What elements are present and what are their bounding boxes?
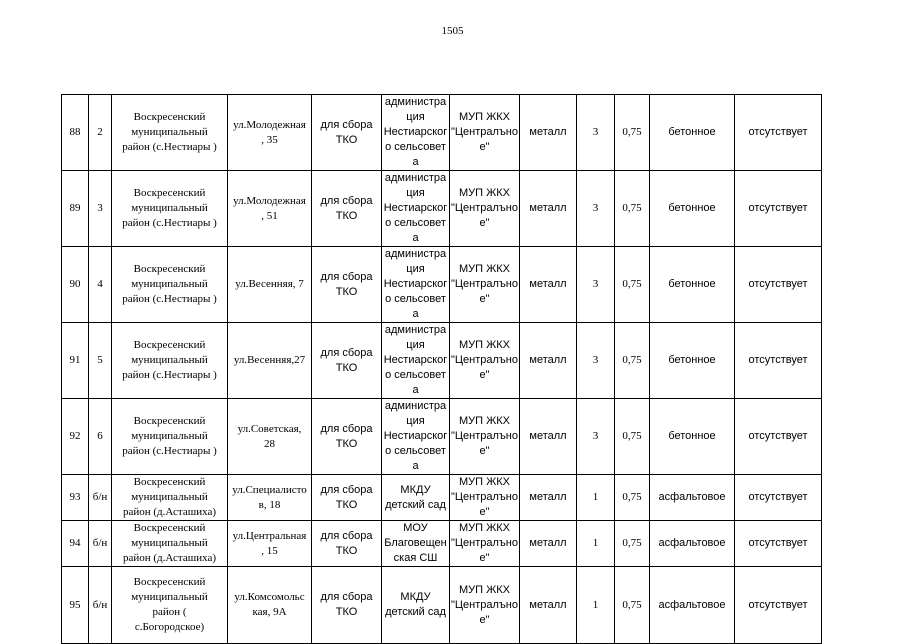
address-cell-text: ул.Советская, 28 — [237, 422, 302, 450]
district-cell — [112, 323, 228, 399]
fence-cell-text: отсутствует — [748, 354, 808, 366]
fence-cell-text: отсутствует — [748, 537, 808, 549]
container-count-cell — [577, 323, 615, 399]
district-cell-text: Воскресенский муниципальный район (с.Нестиары ) — [122, 263, 217, 305]
container-volume-cell — [615, 475, 650, 521]
address-cell-text: ул.Молодежная , 51 — [233, 194, 306, 222]
operator-cell-text: МУП ЖКХ "Централъно е" — [451, 522, 518, 564]
container-count-cell-text: 1 — [592, 537, 599, 549]
material-cell-text: металл — [529, 354, 567, 366]
row-number — [62, 567, 89, 644]
operator-cell — [450, 521, 520, 567]
container-volume-cell — [615, 521, 650, 567]
owner-cell — [382, 95, 450, 171]
row-number-text: 95 — [69, 598, 81, 611]
table-row — [62, 247, 822, 323]
material-cell-text: металл — [529, 126, 567, 138]
purpose-cell — [312, 171, 382, 247]
container-count-cell-text: 3 — [592, 126, 599, 138]
purpose-cell — [312, 247, 382, 323]
container-volume-cell — [615, 95, 650, 171]
district-cell-text: Воскресенский муниципальный район (д.Асташиха) — [122, 522, 217, 564]
row-number-text: 91 — [69, 354, 81, 366]
site-number — [89, 475, 112, 521]
row-number — [62, 247, 89, 323]
owner-cell-text: МОУ Благовещен ская СШ — [384, 522, 447, 564]
surface-cell-text: бетонное — [668, 126, 716, 138]
row-number-text: 93 — [69, 491, 81, 503]
owner-cell-text: администра ция Нестиарског о сельсовета — [383, 172, 448, 244]
container-volume-cell-text: 0,75 — [622, 537, 642, 549]
purpose-cell-text: для сбора ТКО — [320, 194, 373, 222]
container-count-cell — [577, 567, 615, 644]
district-cell-text: Воскресенский муниципальный район (с.Нестиары ) — [122, 339, 217, 381]
row-number — [62, 171, 89, 247]
container-count-cell-text: 3 — [592, 430, 599, 442]
fence-cell-text: отсутствует — [748, 598, 808, 611]
container-count-cell — [577, 171, 615, 247]
surface-cell — [650, 247, 735, 323]
owner-cell-text: администра ция Нестиарског о сельсовета — [383, 400, 448, 472]
fence-cell — [735, 399, 822, 475]
purpose-cell-text: для сбора ТКО — [320, 422, 373, 450]
operator-cell-text: МУП ЖКХ "Централъно е" — [451, 263, 518, 305]
container-volume-cell-text: 0,75 — [622, 278, 642, 290]
material-cell-text: металл — [529, 202, 567, 214]
address-cell — [228, 521, 312, 567]
district-cell-text: Воскресенский муниципальный район (с.Нестиары ) — [122, 111, 217, 153]
row-number-text: 92 — [69, 430, 81, 442]
container-count-cell — [577, 247, 615, 323]
purpose-cell-text: для сбора ТКО — [320, 529, 373, 557]
container-volume-cell-text: 0,75 — [622, 354, 642, 366]
owner-cell — [382, 171, 450, 247]
site-number — [89, 95, 112, 171]
table-row — [62, 521, 822, 567]
container-count-cell — [577, 399, 615, 475]
owner-cell-text: администра ция Нестиарског о сельсовета — [383, 324, 448, 396]
fence-cell-text: отсутствует — [748, 202, 808, 214]
site-number-text: 4 — [97, 278, 103, 290]
row-number — [62, 323, 89, 399]
row-number — [62, 95, 89, 171]
site-number — [89, 323, 112, 399]
surface-cell — [650, 95, 735, 171]
operator-cell-text: МУП ЖКХ "Централъно е" — [451, 583, 518, 626]
material-cell — [520, 475, 577, 521]
address-cell — [228, 323, 312, 399]
material-cell — [520, 567, 577, 644]
district-cell — [112, 475, 228, 521]
row-number — [62, 475, 89, 521]
container-count-cell — [577, 475, 615, 521]
owner-cell-text: администра ция Нестиарског о сельсовета — [383, 248, 448, 320]
operator-cell — [450, 95, 520, 171]
owner-cell-text: МКДУ детский сад — [385, 591, 446, 618]
table-row — [62, 171, 822, 247]
surface-cell — [650, 521, 735, 567]
address-cell-text: ул.Специалисто в, 18 — [232, 483, 307, 511]
surface-cell-text: бетонное — [668, 202, 716, 214]
district-cell-text: Воскресенский муниципальный район (с.Нестиары ) — [122, 187, 217, 229]
address-cell-text: ул.Молодежная , 35 — [233, 118, 306, 146]
operator-cell-text: МУП ЖКХ "Централъно е" — [451, 476, 518, 518]
address-cell-text: ул.Центральная , 15 — [232, 529, 307, 557]
fence-cell — [735, 247, 822, 323]
site-number-text: 2 — [97, 126, 103, 138]
surface-cell — [650, 399, 735, 475]
material-cell-text: металл — [529, 537, 567, 549]
table-row — [62, 399, 822, 475]
site-number-text: б/н — [92, 537, 108, 549]
row-number-text: 90 — [69, 278, 81, 290]
material-cell — [520, 171, 577, 247]
purpose-cell — [312, 521, 382, 567]
fence-cell-text: отсутствует — [748, 126, 808, 138]
site-number-text: б/н — [92, 598, 108, 611]
address-cell-text: ул.Весенняя, 7 — [235, 278, 304, 290]
purpose-cell — [312, 475, 382, 521]
table-row — [62, 95, 822, 171]
owner-cell — [382, 247, 450, 323]
material-cell — [520, 323, 577, 399]
address-cell — [228, 567, 312, 644]
purpose-cell-text: для сбора ТКО — [320, 483, 373, 511]
fence-cell-text: отсутствует — [748, 430, 808, 442]
surface-cell-text: асфальтовое — [658, 537, 726, 549]
row-number-text: 94 — [69, 537, 81, 549]
container-count-cell-text: 3 — [592, 354, 599, 366]
container-volume-cell-text: 0,75 — [622, 126, 642, 138]
material-cell-text: металл — [529, 430, 567, 442]
district-cell — [112, 399, 228, 475]
address-cell-text: ул.Комсомольс кая, 9А — [234, 591, 305, 618]
container-count-cell-text: 3 — [592, 278, 599, 290]
address-cell — [228, 475, 312, 521]
container-volume-cell-text: 0,75 — [622, 430, 642, 442]
container-count-cell — [577, 95, 615, 171]
district-cell — [112, 567, 228, 644]
surface-cell-text: бетонное — [668, 430, 716, 442]
purpose-cell-text: для сбора ТКО — [320, 118, 373, 146]
site-number — [89, 171, 112, 247]
operator-cell — [450, 323, 520, 399]
container-volume-cell — [615, 399, 650, 475]
site-number-text: 6 — [97, 430, 103, 442]
purpose-cell-text: для сбора ТКО — [320, 591, 373, 618]
operator-cell — [450, 567, 520, 644]
owner-cell — [382, 567, 450, 644]
fence-cell — [735, 567, 822, 644]
district-cell-text: Воскресенский муниципальный район (с.Нестиары ) — [122, 415, 217, 457]
owner-cell-text: МКДУ детский сад — [385, 483, 446, 511]
waste-sites-table — [61, 94, 822, 644]
fence-cell-text: отсутствует — [748, 491, 808, 503]
site-number — [89, 247, 112, 323]
address-cell — [228, 171, 312, 247]
container-count-cell — [577, 521, 615, 567]
site-number-text: 5 — [97, 354, 103, 366]
district-cell — [112, 247, 228, 323]
owner-cell — [382, 399, 450, 475]
container-volume-cell-text: 0,75 — [622, 598, 642, 611]
purpose-cell-text: для сбора ТКО — [320, 270, 373, 298]
surface-cell — [650, 567, 735, 644]
owner-cell — [382, 521, 450, 567]
district-cell — [112, 171, 228, 247]
fence-cell — [735, 95, 822, 171]
address-cell-text: ул.Весенняя,27 — [233, 354, 306, 366]
surface-cell — [650, 171, 735, 247]
operator-cell-text: МУП ЖКХ "Централъно е" — [451, 339, 518, 381]
surface-cell — [650, 323, 735, 399]
container-volume-cell-text: 0,75 — [622, 491, 642, 503]
address-cell — [228, 95, 312, 171]
container-count-cell-text: 1 — [592, 491, 599, 503]
surface-cell-text: бетонное — [668, 354, 716, 366]
fence-cell-text: отсутствует — [748, 278, 808, 290]
fence-cell — [735, 171, 822, 247]
page-number: 1505 — [441, 25, 464, 37]
surface-cell-text: асфальтовое — [658, 491, 726, 503]
owner-cell-text: администра ция Нестиарског о сельсовета — [383, 96, 448, 168]
operator-cell — [450, 399, 520, 475]
operator-cell — [450, 247, 520, 323]
purpose-cell-text: для сбора ТКО — [320, 346, 373, 374]
container-volume-cell — [615, 171, 650, 247]
fence-cell — [735, 475, 822, 521]
container-count-cell-text: 3 — [592, 202, 599, 214]
owner-cell — [382, 475, 450, 521]
operator-cell — [450, 171, 520, 247]
district-cell — [112, 95, 228, 171]
site-number — [89, 521, 112, 567]
row-number — [62, 399, 89, 475]
site-number-text: б/н — [92, 491, 108, 503]
container-volume-cell — [615, 323, 650, 399]
material-cell — [520, 521, 577, 567]
material-cell — [520, 399, 577, 475]
operator-cell-text: МУП ЖКХ "Централъно е" — [451, 187, 518, 229]
surface-cell-text: бетонное — [668, 278, 716, 290]
operator-cell — [450, 475, 520, 521]
site-number-text: 3 — [97, 202, 103, 214]
purpose-cell — [312, 323, 382, 399]
district-cell — [112, 521, 228, 567]
operator-cell-text: МУП ЖКХ "Централъно е" — [451, 111, 518, 153]
site-number — [89, 567, 112, 644]
container-volume-cell-text: 0,75 — [622, 202, 642, 214]
table-row — [62, 475, 822, 521]
container-volume-cell — [615, 567, 650, 644]
address-cell — [228, 399, 312, 475]
material-cell-text: металл — [529, 598, 567, 611]
container-count-cell-text: 1 — [592, 598, 599, 611]
site-number — [89, 399, 112, 475]
owner-cell — [382, 323, 450, 399]
material-cell — [520, 95, 577, 171]
table-row — [62, 323, 822, 399]
purpose-cell — [312, 95, 382, 171]
fence-cell — [735, 521, 822, 567]
district-cell-text: Воскресенский муниципальный район ( с.Богородское) — [131, 576, 208, 633]
address-cell — [228, 247, 312, 323]
material-cell-text: металл — [529, 278, 567, 290]
surface-cell — [650, 475, 735, 521]
purpose-cell — [312, 399, 382, 475]
row-number-text: 88 — [69, 126, 81, 138]
purpose-cell — [312, 567, 382, 644]
fence-cell — [735, 323, 822, 399]
container-volume-cell — [615, 247, 650, 323]
row-number-text: 89 — [69, 202, 81, 214]
operator-cell-text: МУП ЖКХ "Централъно е" — [451, 415, 518, 457]
table-row — [62, 567, 822, 644]
material-cell-text: металл — [529, 491, 567, 503]
surface-cell-text: асфальтовое — [658, 598, 726, 611]
row-number — [62, 521, 89, 567]
material-cell — [520, 247, 577, 323]
district-cell-text: Воскресенский муниципальный район (д.Асташиха) — [122, 476, 217, 518]
